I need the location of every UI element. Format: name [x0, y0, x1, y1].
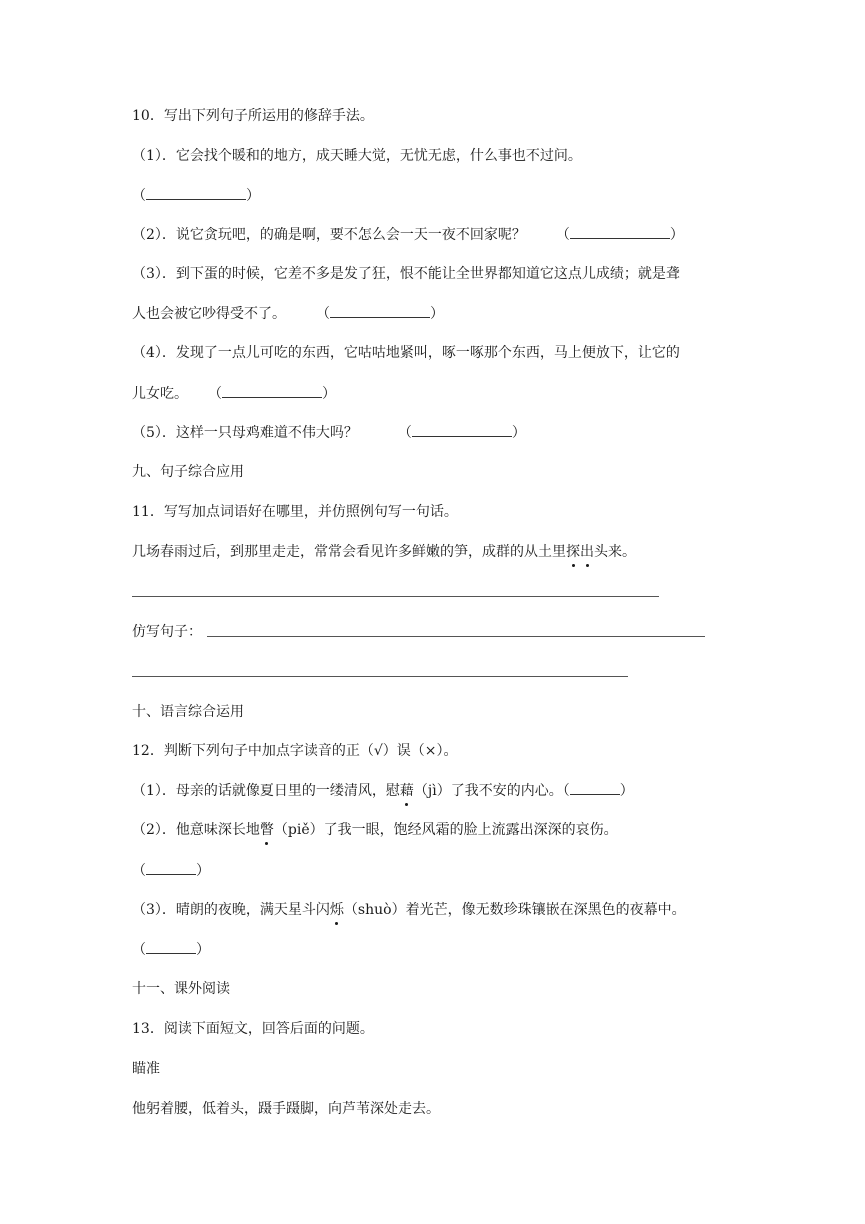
answer-blank[interactable]	[146, 185, 246, 200]
section-10-heading: 十、语言综合运用	[132, 704, 244, 720]
q10-sentence-1: （1）．它会找个暖和的地方，成天睡大觉，无忧无虑，什么事也不过问。	[132, 148, 582, 164]
answer-blank[interactable]	[412, 422, 512, 437]
q10-sentence-3a: （3）．到下蛋的时候，它差不多是发了狂，恨不能让全世界都知道它这点儿成绩；就是聋	[132, 266, 680, 282]
section-11-heading: 十一、课外阅读	[132, 981, 230, 997]
q10-sentence-4b: 儿女吃。 （ ）	[132, 383, 336, 404]
answer-blank[interactable]	[330, 303, 430, 318]
answer-blank[interactable]	[146, 860, 196, 875]
dotted-char: 烁	[329, 902, 344, 918]
q11-title: 11．写写加点词语好在哪里，并仿照例句写一句话。	[132, 504, 458, 520]
answer-blank[interactable]	[570, 224, 670, 239]
story-title: 瞄准	[132, 1061, 160, 1077]
q10-title: 10．写出下列句子所运用的修辞手法。	[132, 108, 374, 124]
q12-answer-3[interactable]: （ ）	[132, 939, 210, 960]
q11-imitate-label: 仿写句子：	[132, 624, 202, 640]
answer-blank[interactable]	[222, 383, 322, 398]
dotted-char: 藉	[399, 783, 414, 799]
q12-sentence-3: （3）．晴朗的夜晚，满天星斗闪烁（shuò）着光芒，像无数珍珠镶嵌在深黑色的夜幕中。	[132, 902, 686, 918]
dotted-char: 出	[580, 544, 594, 560]
answer-line[interactable]	[132, 676, 628, 677]
section-9-heading: 九、句子综合应用	[132, 464, 244, 480]
q12-title: 12．判断下列句子中加点字读音的正（√）误（×）。	[132, 743, 458, 759]
story-paragraph-1: 他躬着腰，低着头，蹑手蹑脚，向芦苇深处走去。	[132, 1101, 440, 1117]
q10-answer-1[interactable]: （ ）	[132, 185, 260, 206]
q13-title: 13．阅读下面短文，回答后面的问题。	[132, 1021, 374, 1037]
q10-sentence-2: （2）．说它贪玩吧，的确是啊，要不怎么会一天一夜不回家呢？ （ ）	[132, 224, 684, 245]
imitate-answer-line[interactable]	[207, 636, 705, 637]
q10-sentence-5: （5）．这样一只母鸡难道不伟大吗？ （ ）	[132, 422, 526, 443]
q12-sentence-1: （1）．母亲的话就像夏日里的一缕清风，慰藉（jì）了我不安的内心。（ ）	[132, 780, 634, 801]
answer-blank[interactable]	[146, 939, 196, 954]
answer-line[interactable]	[132, 596, 659, 597]
q12-sentence-2: （2）．他意味深长地瞥（piě）了我一眼，饱经风霜的脸上流露出深深的哀伤。	[132, 822, 618, 838]
q11-example-sentence: 几场春雨过后，到那里走走，常常会看见许多鲜嫩的笋，成群的从土里探出头来。	[132, 544, 636, 560]
dotted-char: 瞥	[259, 822, 274, 838]
answer-blank[interactable]	[570, 780, 620, 795]
q10-sentence-3b: 人也会被它吵得受不了。 （ ）	[132, 303, 444, 324]
dotted-char: 探	[566, 544, 580, 560]
q12-answer-2[interactable]: （ ）	[132, 860, 210, 881]
q10-sentence-4a: （4）．发现了一点儿可吃的东西，它咕咕地紧叫，啄一啄那个东西，马上便放下，让它的	[132, 345, 680, 361]
